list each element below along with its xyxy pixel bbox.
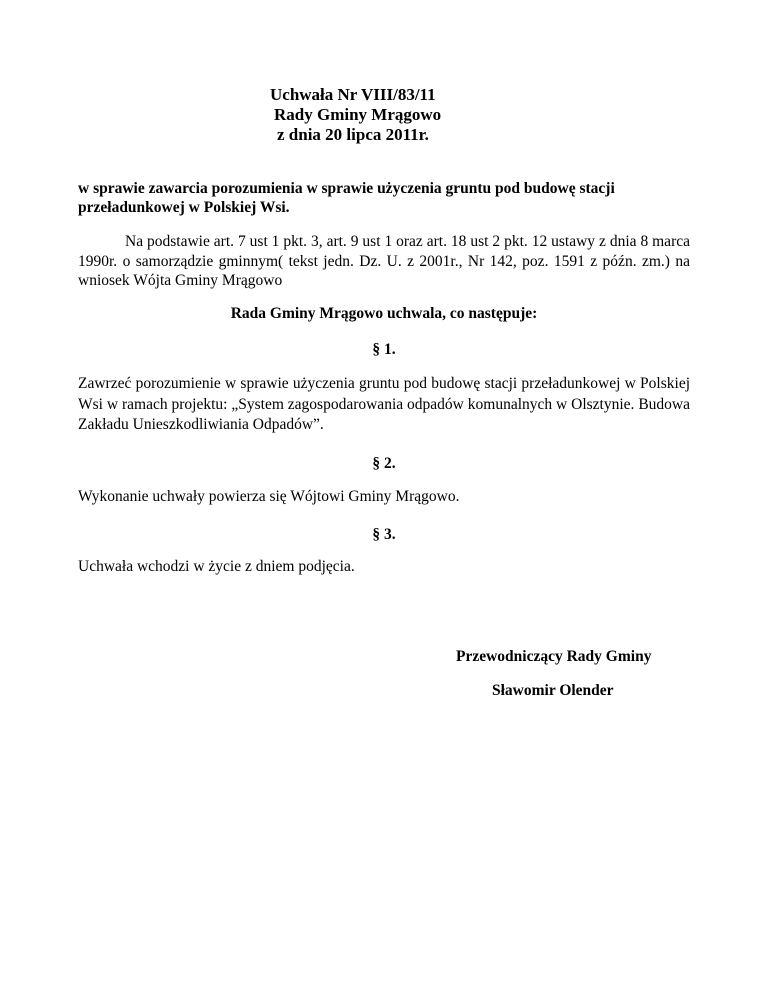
- resolution-number: Uchwała Nr VIII/83/11: [270, 85, 436, 104]
- resolves-heading: Rada Gminy Mrągowo uchwala, co następuje:: [230, 305, 538, 322]
- section-1-label: § 1.: [372, 341, 396, 358]
- council-name: Rady Gminy Mrągowo: [274, 105, 442, 124]
- section-2-text: Wykonanie uchwały powierza się Wójtowi Gminy Mrągowo.: [78, 488, 460, 505]
- signature-title: Przewodniczący Rady Gminy: [456, 648, 652, 665]
- signature-name: Sławomir Olender: [492, 682, 614, 699]
- section-3-text: Uchwała wchodzi w życie z dniem podjęcia.: [78, 558, 355, 575]
- section-3-label: § 3.: [372, 526, 396, 543]
- resolution-subject: w sprawie zawarcia porozumienia w sprawie użyczenia gruntu pod budowę stacji przeładunkowej w Polskiej Wsi.: [78, 180, 615, 216]
- section-1-text: Zawrzeć porozumienie w sprawie użyczenia gruntu pod budowę stacji przeładunkowej w Polskiej Wsi w ramach projektu: „System zagospodarowania odpadów komunalnych w Olsztynie. Budowa Zakładu Unieszkodliwiania Odpadów”.: [78, 375, 690, 433]
- legal-basis: Na podstawie art. 7 ust 1 pkt. 3, art. 9 ust 1 oraz art. 18 ust 2 pkt. 12 ustawy z dnia 8 marca 1990r. o samorządzie gminnym( tekst jedn. Dz. U. z 2001r., Nr 142, poz. 1591 z późn. zm.) na wniosek Wójta Gminy Mrągowo: [78, 233, 690, 289]
- section-2-label: § 2.: [372, 455, 396, 472]
- resolution-date: z dnia 20 lipca 2011r.: [277, 125, 429, 144]
- resolution-header: [257, 85, 517, 145]
